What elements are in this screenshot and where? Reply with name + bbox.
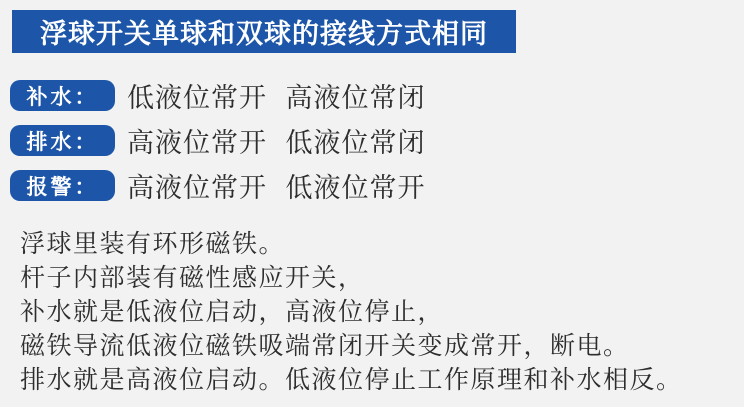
rule-badge-drain: 排水： — [10, 125, 115, 156]
description-line-4: 磁铁导流低液位磁铁吸端常闭开关变成常开，断电。 — [20, 332, 630, 360]
description-line-5: 排水就是高液位启动。低液位停止工作原理和补水相反。 — [20, 366, 683, 394]
rule-row-alarm — [10, 170, 426, 201]
description-line-1: 浮球里装有环形磁铁。 — [20, 230, 286, 258]
description-line-2: 杆子内部装有磁性感应开关， — [20, 264, 365, 292]
rule-value-water-fill: 低液位常开 高液位常闭 — [127, 83, 426, 113]
description-paragraph — [20, 227, 683, 397]
rule-value-drain: 高液位常开 低液位常闭 — [127, 128, 426, 158]
rule-row-water-fill — [10, 80, 426, 111]
header-title: 浮球开关单球和双球的接线方式相同 — [40, 19, 488, 49]
description-line-3: 补水就是低液位启动，高液位停止， — [20, 298, 445, 326]
rule-badge-alarm: 报警： — [10, 170, 115, 201]
rule-row-drain — [10, 125, 426, 156]
wiring-rules-list — [10, 80, 426, 215]
rule-value-alarm: 高液位常开 低液位常开 — [127, 173, 426, 203]
rule-badge-water-fill: 补水： — [10, 80, 115, 111]
header-title-bar — [12, 10, 516, 53]
